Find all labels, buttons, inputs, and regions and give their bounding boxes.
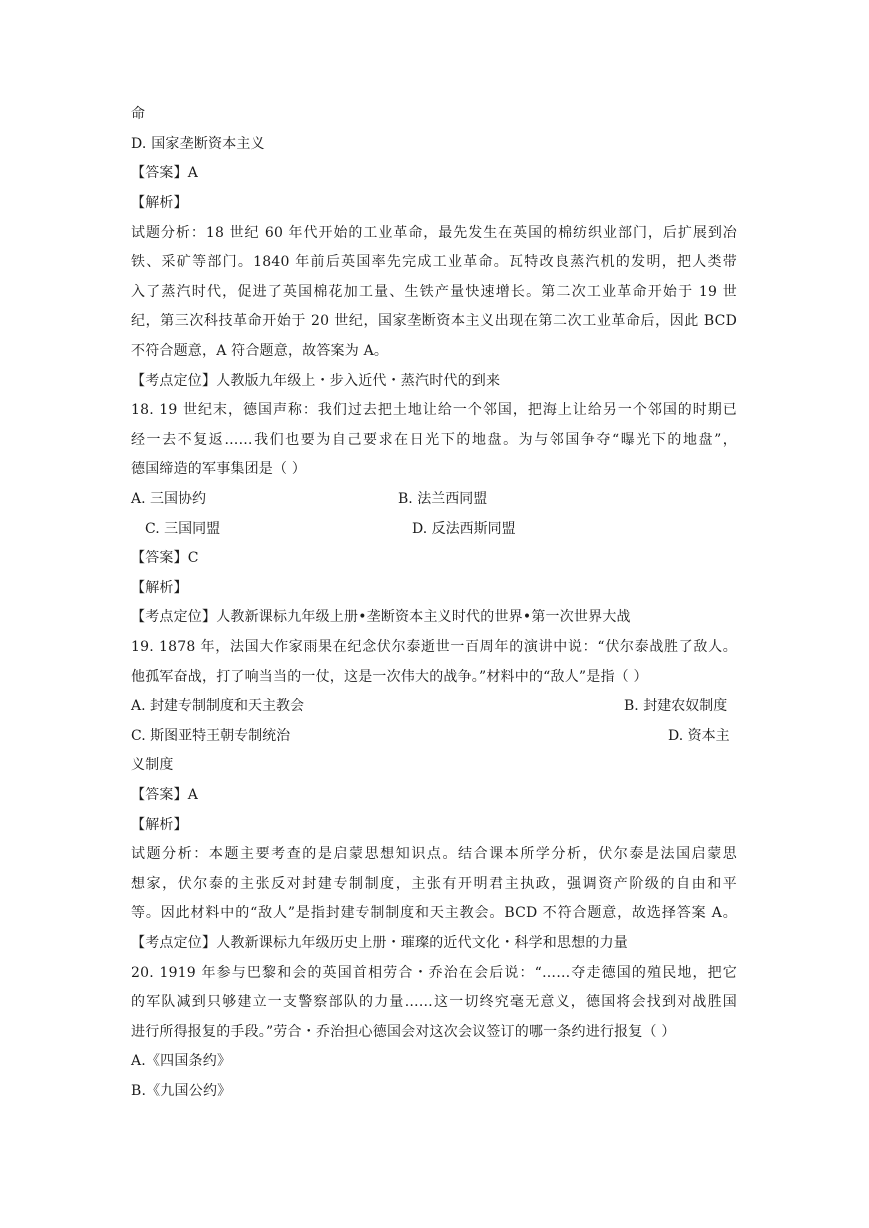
analysis-text: 试题分析：18 世纪 60 年代开始的工业革命，最先发生在英国的棉纺织业部门，后扩展到冶 (131, 225, 737, 241)
analysis-text: 铁、采矿等部门。1840 年前后英国率先完成工业革命。瓦特改良蒸汽机的发明，把人类带 (131, 254, 737, 270)
topic-location: 【考点定位】人教版九年级上・步入近代・蒸汽时代的到来 (131, 373, 501, 389)
q18-option-a: A. 三国协约 (131, 491, 207, 507)
analysis-text: 等。因此材料中的“敌人”是指封建专制制度和天主教会。BCD 不符合题意，故选择答案 A。 (131, 905, 737, 921)
q19-option-a: A. 封建专制制度和天主教会 (131, 698, 305, 714)
analysis-text: 不符合题意，A 符合题意，故答案为 A。 (131, 343, 389, 359)
option-d: D. 国家垄断资本主义 (131, 136, 265, 152)
q18-option-d: D. 反法西斯同盟 (412, 521, 516, 537)
question-18: 经一去不复返……我们也要为自己要求在日光下的地盘。为与邻国争夺“曝光下的地盘”， (131, 432, 737, 448)
text-line: 命 (131, 106, 146, 122)
topic-location: 【考点定位】人教新课标九年级历史上册・璀璨的近代文化・科学和思想的力量 (131, 935, 628, 951)
q19-option-d-continued: 义制度 (131, 757, 174, 773)
question-20: 的军队减到只够建立一支警察部队的力量……这一切终究毫无意义，德国将会找到对战胜国 (131, 994, 737, 1010)
analysis-label: 【解析】 (131, 580, 188, 596)
answer-label: 【答案】A (131, 787, 199, 803)
topic-location: 【考点定位】人教新课标九年级上册•垄断资本主义时代的世界•第一次世界大战 (131, 609, 631, 625)
analysis-text: 纪，第三次科技革命开始于 20 世纪，国家垄断资本主义出现在第二次工业革命后，因此 BCD (131, 313, 737, 329)
analysis-text: 想家，伏尔泰的主张反对封建专制制度，主张有开明君主执政，强调资产阶级的自由和平 (131, 876, 737, 892)
q18-option-b: B. 法兰西同盟 (398, 491, 488, 507)
q19-option-d: D. 资本主 (668, 728, 730, 744)
question-18: 德国缔造的军事集团是（ ） (131, 461, 307, 477)
q19-option-b: B. 封建农奴制度 (624, 698, 728, 714)
q20-option-b: B.《九国公约》 (131, 1083, 232, 1099)
analysis-label: 【解析】 (131, 195, 188, 211)
question-20: 进行所得报复的手段。”劳合・乔治担心德国会对这次会议签订的哪一条约进行报复（ ） (131, 1024, 676, 1040)
answer-label: 【答案】A (131, 165, 199, 181)
analysis-text: 试题分析：本题主要考查的是启蒙思想知识点。结合课本所学分析，伏尔泰是法国启蒙思 (131, 846, 737, 862)
answer-label: 【答案】C (131, 550, 199, 566)
q20-option-a: A.《四国条约》 (131, 1053, 232, 1069)
question-18: 18. 19 世纪末，德国声称：我们过去把土地让给一个邻国，把海上让给另一个邻国的时期已 (131, 402, 737, 418)
question-20: 20. 1919 年参与巴黎和会的英国首相劳合・乔治在会后说：“……夺走德国的殖民地，把它 (131, 965, 737, 981)
q18-option-c: C. 三国同盟 (145, 521, 221, 537)
question-19: 19. 1878 年，法国大作家雨果在纪念伏尔泰逝世一百周年的演讲中说：“伏尔泰战胜了敌人。 (131, 639, 737, 655)
analysis-label: 【解析】 (131, 817, 188, 833)
question-19: 他孤军奋战，打了响当当的一仗，这是一次伟大的战争。”材料中的“敌人”是指（ ） (131, 669, 648, 685)
q19-option-c: C. 斯图亚特王朝专制统治 (131, 728, 291, 744)
analysis-text: 入了蒸汽时代，促进了英国棉花加工量、生铁产量快速增长。第二次工业革命开始于 19 世 (131, 284, 737, 300)
